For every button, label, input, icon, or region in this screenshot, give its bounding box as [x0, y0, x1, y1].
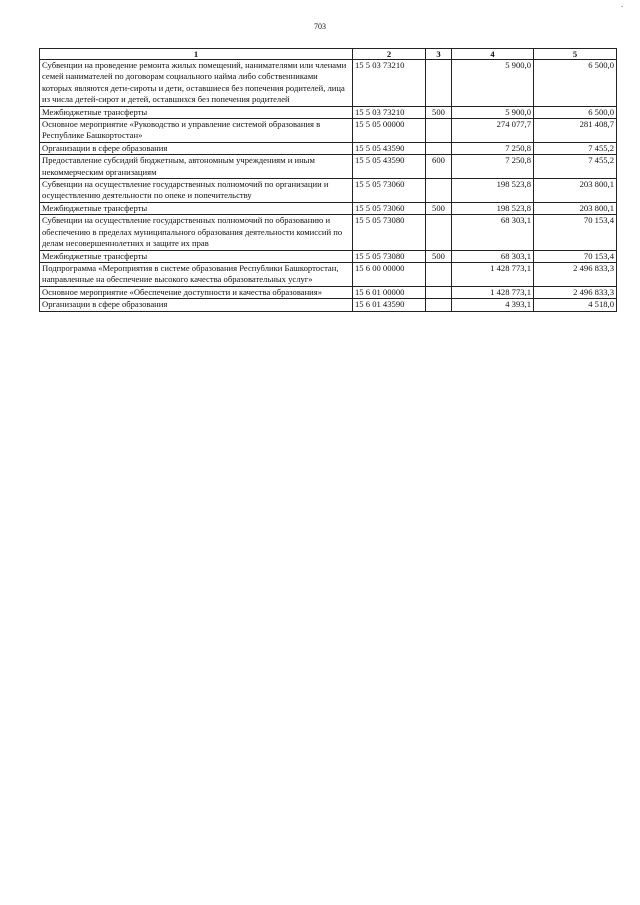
row-value-year-2: 6 500,0: [534, 60, 617, 107]
row-value-year-1: 198 523,8: [452, 202, 534, 214]
row-name: Субвенции на осуществление государственных полномочий по образованию и обеспечению в пределах муниципального образования деятельности комиссий по делам несовершеннолетних и защите их прав: [40, 215, 353, 250]
row-value-year-1: 198 523,8: [452, 179, 534, 203]
row-name: Основное мероприятие «Руководство и управление системой образования в Республике Башкортостан»: [40, 119, 353, 143]
row-value-year-1: 1 428 773,1: [452, 262, 534, 286]
table-row: [40, 119, 617, 143]
table-row: [40, 215, 617, 250]
row-value-year-2: 2 496 833,3: [534, 286, 617, 298]
row-name: Организации в сфере образования: [40, 299, 353, 311]
page-number: 703: [314, 22, 326, 31]
table-row: [40, 142, 617, 154]
row-name: Подпрограмма «Мероприятия в системе образования Республики Башкортостан, направленные на обеспечение высокого качества образовательных услуг»: [40, 262, 353, 286]
row-value-year-1: 4 393,1: [452, 299, 534, 311]
row-name: Предоставление субсидий бюджетным, автономным учреждениям и иным некоммерческим организациям: [40, 155, 353, 179]
row-value-year-1: 274 077,7: [452, 119, 534, 143]
table-row: [40, 179, 617, 203]
row-name: Организации в сфере образования: [40, 142, 353, 154]
row-value-year-2: 7 455,2: [534, 155, 617, 179]
row-name: Межбюджетные трансферты: [40, 202, 353, 214]
row-code: 15 5 05 43590: [353, 142, 426, 154]
row-code: 15 5 05 43590: [353, 155, 426, 179]
table-row: [40, 286, 617, 298]
row-value-year-2: 4 518,0: [534, 299, 617, 311]
table-row: [40, 155, 617, 179]
column-header-2: 2: [353, 49, 426, 60]
row-value-year-2: 70 153,4: [534, 215, 617, 250]
row-name: Межбюджетные трансферты: [40, 250, 353, 262]
column-header-3: 3: [426, 49, 452, 60]
row-expense-type: [426, 286, 452, 298]
row-name: Субвенции на осуществление государственных полномочий по организации и осуществлению деятельности по опеке и попечительству: [40, 179, 353, 203]
row-value-year-2: 281 408,7: [534, 119, 617, 143]
row-expense-type: 500: [426, 106, 452, 118]
row-value-year-2: 2 496 833,3: [534, 262, 617, 286]
row-code: 15 5 05 73060: [353, 202, 426, 214]
table-row: [40, 106, 617, 118]
row-expense-type: [426, 179, 452, 203]
row-name: Межбюджетные трансферты: [40, 106, 353, 118]
row-code: 15 6 01 43590: [353, 299, 426, 311]
row-expense-type: [426, 60, 452, 107]
row-value-year-1: 7 250,8: [452, 142, 534, 154]
row-expense-type: 500: [426, 202, 452, 214]
row-code: 15 5 03 73210: [353, 60, 426, 107]
row-expense-type: [426, 262, 452, 286]
budget-table: [39, 48, 617, 312]
table-row: [40, 262, 617, 286]
row-value-year-1: 5 900,0: [452, 60, 534, 107]
row-value-year-1: 7 250,8: [452, 155, 534, 179]
row-value-year-2: 70 153,4: [534, 250, 617, 262]
table-row: [40, 202, 617, 214]
header-row: [40, 49, 617, 60]
row-code: 15 5 05 73060: [353, 179, 426, 203]
row-value-year-1: 1 428 773,1: [452, 286, 534, 298]
row-value-year-2: 7 455,2: [534, 142, 617, 154]
row-value-year-2: 6 500,0: [534, 106, 617, 118]
row-name: Основное мероприятие «Обеспечение доступности и качества образования»: [40, 286, 353, 298]
row-code: 15 5 05 73080: [353, 215, 426, 250]
table-row: [40, 250, 617, 262]
row-value-year-2: 203 800,1: [534, 179, 617, 203]
column-header-5: 5: [534, 49, 617, 60]
row-code: 15 5 05 73080: [353, 250, 426, 262]
column-header-4: 4: [452, 49, 534, 60]
row-value-year-2: 203 800,1: [534, 202, 617, 214]
row-expense-type: [426, 215, 452, 250]
row-value-year-1: 68 303,1: [452, 215, 534, 250]
row-expense-type: 500: [426, 250, 452, 262]
row-code: 15 5 03 73210: [353, 106, 426, 118]
row-code: 15 6 01 00000: [353, 286, 426, 298]
corner-mark: -: [621, 2, 624, 10]
row-value-year-1: 68 303,1: [452, 250, 534, 262]
row-code: 15 5 05 00000: [353, 119, 426, 143]
row-value-year-1: 5 900,0: [452, 106, 534, 118]
column-header-1: 1: [40, 49, 353, 60]
row-expense-type: [426, 299, 452, 311]
row-expense-type: 600: [426, 155, 452, 179]
table-row: [40, 60, 617, 107]
row-expense-type: [426, 119, 452, 143]
table-row: [40, 299, 617, 311]
row-name: Субвенции на проведение ремонта жилых помещений, нанимателями или членами семей нанимателей по договорам социального найма либо собственниками которых являются дети-сироты и дети, оставшиеся без попечения родителей, лица из числа детей-сирот и детей, оставшихся без попечения родителей: [40, 60, 353, 107]
row-expense-type: [426, 142, 452, 154]
row-code: 15 6 00 00000: [353, 262, 426, 286]
